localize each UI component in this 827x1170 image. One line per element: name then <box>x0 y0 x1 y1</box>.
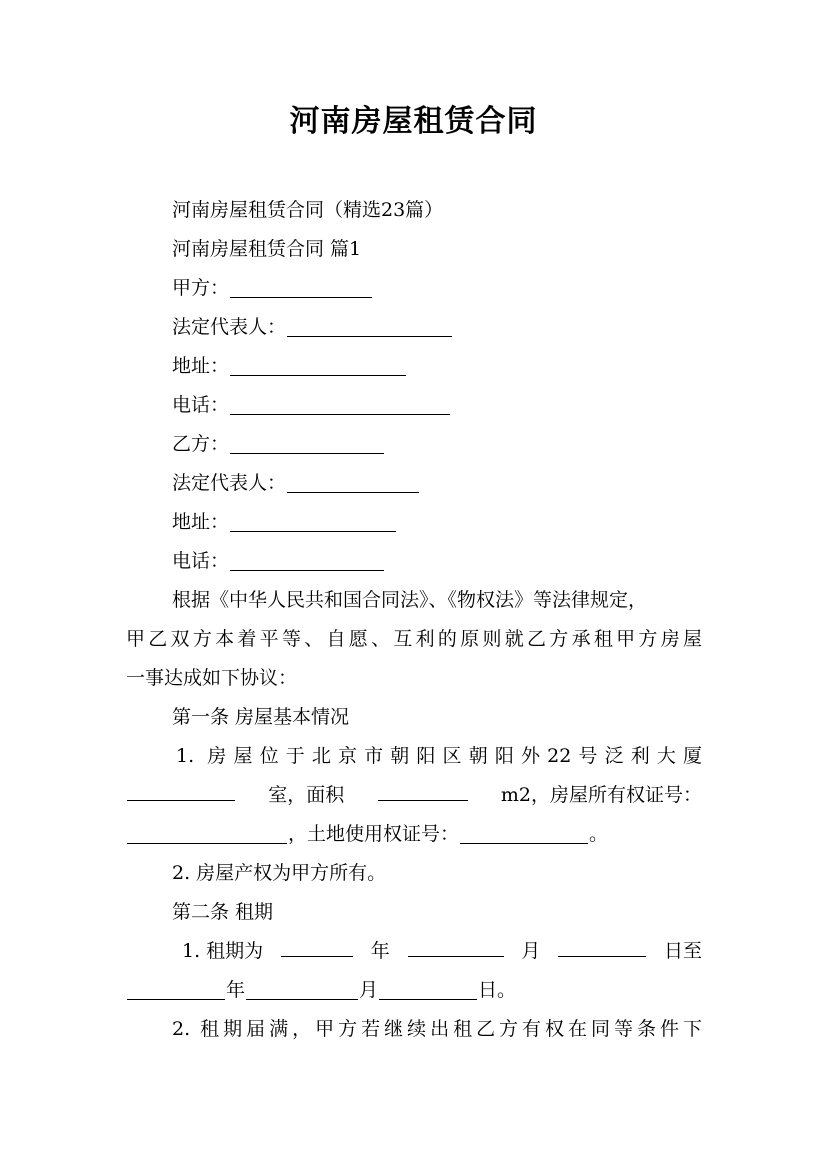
start-month-label: 月 <box>521 940 541 962</box>
start-month-blank[interactable] <box>408 932 504 957</box>
start-day-blank[interactable] <box>558 932 646 957</box>
preamble-line-3: 一事达成如下协议： <box>126 667 298 689</box>
term-label: 1. 租期为 <box>182 940 264 962</box>
party-a-phone-label: 电话： <box>172 394 230 416</box>
room-number-blank[interactable] <box>127 776 235 801</box>
preamble-line-1: 根据《中华人民共和国合同法》、《物权法》等法律规定， <box>172 589 648 611</box>
start-year-blank[interactable] <box>281 932 353 957</box>
article-2-item-1-line-2 <box>126 971 702 1010</box>
end-month-label: 月 <box>359 979 379 1001</box>
party-b-address-line <box>126 503 702 542</box>
party-a-phone-blank[interactable] <box>230 390 450 415</box>
party-a-label: 甲方： <box>172 277 230 299</box>
party-b-label: 乙方： <box>172 433 230 455</box>
area-blank[interactable] <box>378 776 468 801</box>
party-a-rep-blank[interactable] <box>287 312 452 337</box>
article-1-item-1-line-2 <box>126 776 702 815</box>
party-a-blank[interactable] <box>230 273 372 298</box>
end-day-blank[interactable] <box>379 975 477 1000</box>
land-cert-blank[interactable] <box>460 819 588 844</box>
article-1-item-1-line-1: 1. 房屋位于北京市朝阳区朝阳外22号泛利大厦 <box>176 745 702 767</box>
end-day-label: 日。 <box>478 979 517 1001</box>
end-year-label: 年 <box>226 979 246 1001</box>
article-1-heading: 第一条 房屋基本情况 <box>172 706 350 728</box>
party-b-rep-line <box>126 464 702 503</box>
subtitle: 河南房屋租赁合同（精选23篇） <box>172 199 444 221</box>
party-a-address-line <box>126 347 702 386</box>
end-year-blank[interactable] <box>127 975 225 1000</box>
party-a-rep-label: 法定代表人： <box>172 316 287 338</box>
room-label: 室，面积 <box>268 784 345 806</box>
start-day-label: 日至 <box>663 940 702 962</box>
party-a-address-blank[interactable] <box>230 351 406 376</box>
party-b-phone-blank[interactable] <box>230 546 384 571</box>
party-b-rep-label: 法定代表人： <box>172 472 287 494</box>
party-b-phone-line <box>126 542 702 581</box>
party-a-rep-line <box>126 308 702 347</box>
article-2-heading: 第二条 租期 <box>172 901 274 923</box>
article-2-item-1-line-1 <box>126 932 702 971</box>
party-a-line <box>126 269 702 308</box>
party-a-phone-line <box>126 386 702 425</box>
section-heading: 河南房屋租赁合同 篇1 <box>172 238 362 260</box>
party-b-line <box>126 425 702 464</box>
item-1-end: 。 <box>589 823 609 845</box>
land-cert-label: ，土地使用权证号： <box>288 823 460 845</box>
ownership-cert-blank[interactable] <box>127 819 287 844</box>
party-b-phone-label: 电话： <box>172 550 230 572</box>
party-b-rep-blank[interactable] <box>287 468 419 493</box>
area-unit-label: m2，房屋所有权证号： <box>500 784 702 806</box>
document-title: 河南房屋租赁合同 <box>289 104 538 139</box>
start-year-label: 年 <box>370 940 390 962</box>
party-b-address-label: 地址： <box>172 511 230 533</box>
party-a-address-label: 地址： <box>172 355 230 377</box>
article-1-item-2: 2. 房屋产权为甲方所有。 <box>172 862 387 884</box>
article-2-item-2: 2. 租期届满，甲方若继续出租乙方有权在同等条件下 <box>172 1018 702 1040</box>
party-b-address-blank[interactable] <box>230 507 396 532</box>
end-month-blank[interactable] <box>246 975 358 1000</box>
article-1-item-1-line-3 <box>126 815 702 854</box>
preamble-line-2: 甲乙双方本着平等、自愿、互利的原则就乙方承租甲方房屋 <box>126 628 702 650</box>
party-b-blank[interactable] <box>230 429 384 454</box>
